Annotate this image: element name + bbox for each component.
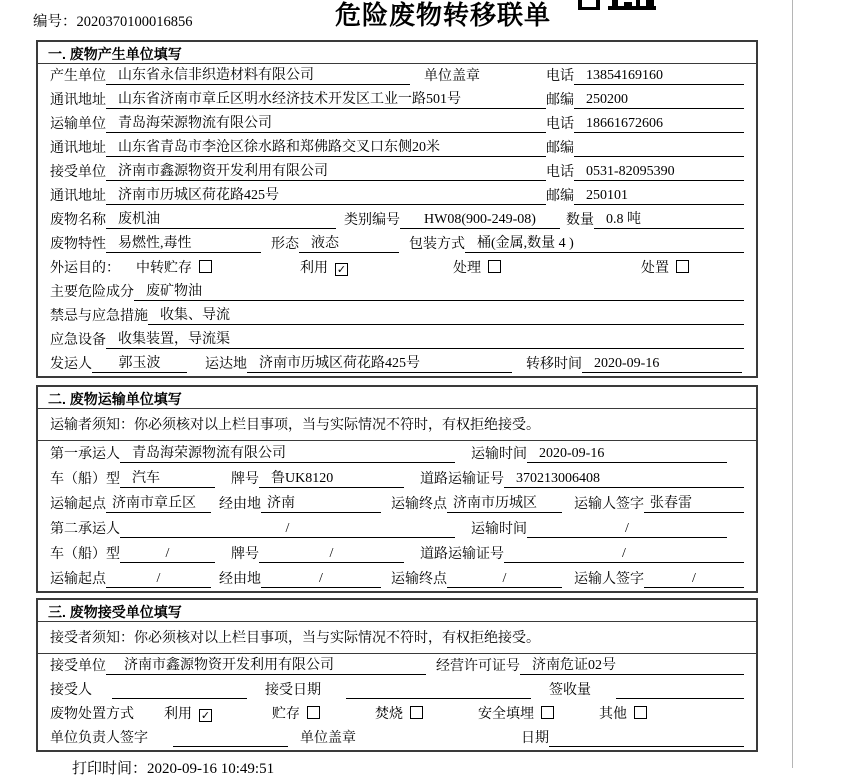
waste-name-label: 废物名称	[50, 213, 106, 228]
purpose-utilize-checkbox: ✓	[336, 263, 347, 276]
transporter-address-row	[38, 136, 756, 160]
waste-name-row	[38, 208, 756, 232]
accept-date-field	[346, 682, 531, 699]
destination-label: 运达地	[205, 357, 247, 372]
transporter-unit-field: 青岛海荣源物流有限公司	[106, 116, 546, 133]
route1-row	[38, 491, 756, 516]
waste-form-label: 形态	[271, 237, 299, 252]
disposal-option-landfill-label: 安全填埋	[478, 707, 534, 722]
transport-time1-label: 运输时间	[471, 447, 527, 462]
purpose-treat-checkbox	[488, 260, 501, 273]
manifest-form	[36, 40, 758, 778]
vehicle1-row	[38, 466, 756, 491]
vehicle-type1-field: 汽车	[120, 471, 215, 488]
purpose-option-treat	[453, 260, 501, 277]
waste-character-field: 易燃性,毒性	[106, 236, 261, 253]
carrier1-row	[38, 441, 756, 466]
section-producer	[36, 40, 758, 378]
transfer-time-field: 2020-09-16	[582, 356, 742, 373]
transporter-phone-field: 18661672606	[574, 116, 744, 133]
purpose-option-storage-label: 中转贮存	[136, 261, 192, 276]
purpose-option-utilize	[300, 261, 348, 277]
plate1-label: 牌号	[231, 472, 259, 487]
accept-unit-label: 接受单位	[50, 659, 106, 674]
disposal-landfill-checkbox	[541, 706, 554, 719]
unit-seal2-label: 单位盖章	[300, 731, 356, 746]
producer-address-field: 山东省济南市章丘区明水经济技术开发区工业一路501号	[106, 92, 546, 109]
transfer-time-label: 转移时间	[526, 357, 582, 372]
vehicle2-row	[38, 541, 756, 566]
emergency-equipment-label: 应急设备	[50, 333, 106, 348]
transporter-notice: 运输者须知：你必须核对以上栏目事项，当与实际情况不符时，有权拒绝接受。	[38, 409, 756, 441]
signed-amount-field	[616, 682, 744, 699]
carrier2-row	[38, 516, 756, 541]
permit-number-field: 济南危证02号	[520, 658, 744, 675]
section-transporter	[36, 385, 758, 593]
section-producer-header: 一. 废物产生单位填写	[38, 42, 756, 64]
receiver-zip-label: 邮编	[546, 189, 574, 204]
transport-time1-field: 2020-09-16	[527, 446, 727, 463]
transporter-address-field: 山东省青岛市李沧区徐水路和郑佛路交叉口东侧20米	[106, 140, 546, 157]
route2-row	[38, 566, 756, 591]
section-receiver	[36, 598, 758, 752]
disposal-method-label: 废物处置方式	[50, 707, 134, 722]
disposal-option-other	[599, 706, 647, 723]
purpose-option-storage	[136, 260, 212, 277]
disposal-option-storage	[272, 706, 320, 723]
producer-phone-label: 电话	[546, 69, 574, 84]
receiver-unit-label: 接受单位	[50, 165, 106, 180]
packing-label: 包装方式	[409, 237, 465, 252]
date-field	[549, 730, 744, 747]
purpose-option-dispose-label: 处置	[641, 261, 669, 276]
vehicle-type2-field: /	[120, 546, 215, 563]
via2-field: /	[261, 571, 381, 588]
qr-code-fragment	[578, 0, 656, 11]
producer-address-row	[38, 88, 756, 112]
sign1-label: 运输人签字	[574, 497, 644, 512]
disposal-option-utilize-label: 利用	[164, 707, 192, 722]
section-transporter-header: 二. 废物运输单位填写	[38, 387, 756, 409]
transporter-zip-label: 邮编	[546, 141, 574, 156]
purpose-option-treat-label: 处理	[453, 261, 481, 276]
origin1-label: 运输起点	[50, 497, 106, 512]
receiver-unit-row	[38, 160, 756, 184]
receiver-unit-field: 济南市鑫源物资开发利用有限公司	[106, 164, 546, 181]
producer-address-label: 通讯地址	[50, 93, 106, 108]
sign2-label: 运输人签字	[574, 572, 644, 587]
recipient-label: 接受人	[50, 683, 92, 698]
receiver-address-label: 通讯地址	[50, 189, 106, 204]
head-signature-row	[38, 726, 756, 750]
end1-label: 运输终点	[391, 497, 447, 512]
category-code-label: 类别编号	[344, 213, 400, 228]
recipient-row	[38, 678, 756, 702]
purpose-dispose-checkbox	[676, 260, 689, 273]
disposal-option-incinerate	[375, 706, 423, 723]
receiver-phone-label: 电话	[546, 165, 574, 180]
date-label: 日期	[521, 731, 549, 746]
carrier2-label: 第二承运人	[50, 522, 120, 537]
producer-zip-label: 邮编	[546, 93, 574, 108]
road-license1-field: 370213006408	[504, 471, 744, 488]
taboo-measures-label: 禁忌与应急措施	[50, 309, 148, 324]
receiver-phone-field: 0531-82095390	[574, 164, 744, 181]
vehicle-type1-label: 车（船）型	[50, 472, 120, 487]
permit-number-label: 经营许可证号	[436, 659, 520, 674]
emergency-equipment-row	[38, 328, 756, 352]
accept-unit-field: 济南市鑫源物资开发利用有限公司	[106, 658, 426, 675]
transporter-address-label: 通讯地址	[50, 141, 106, 156]
transporter-phone-label: 电话	[546, 117, 574, 132]
print-time	[72, 757, 758, 778]
purpose-storage-checkbox	[199, 260, 212, 273]
end2-label: 运输终点	[391, 572, 447, 587]
plate2-field: /	[259, 546, 404, 563]
hazard-component-field: 废矿物油	[134, 284, 744, 301]
waste-form-field: 液态	[299, 236, 399, 253]
producer-unit-row	[38, 64, 756, 88]
origin2-field: /	[106, 571, 211, 588]
via2-label: 经由地	[219, 572, 261, 587]
receiver-address-field: 济南市历城区荷花路425号	[106, 188, 546, 205]
via1-field: 济南	[261, 496, 381, 513]
road-license2-label: 道路运输证号	[420, 547, 504, 562]
taboo-measures-field: 收集、导流	[148, 308, 744, 325]
print-time-value: 2020-09-16 10:49:51	[147, 761, 275, 777]
disposal-incinerate-checkbox	[410, 706, 423, 719]
emergency-equipment-field: 收集装置，导流渠	[106, 332, 744, 349]
vehicle-type2-label: 车（船）型	[50, 547, 120, 562]
origin2-label: 运输起点	[50, 572, 106, 587]
disposal-other-checkbox	[634, 706, 647, 719]
page-title: 危险废物转移联单	[334, 0, 551, 30]
waste-name-field: 废机油	[106, 212, 336, 229]
hazard-component-row	[38, 280, 756, 304]
transport-time2-label: 运输时间	[471, 522, 527, 537]
producer-zip-field: 250200	[574, 92, 744, 109]
purpose-option-utilize-label: 利用	[300, 261, 328, 276]
section-receiver-header: 三. 废物接受单位填写	[38, 600, 756, 622]
end1-field: 济南市历城区	[447, 496, 562, 513]
receiver-address-row	[38, 184, 756, 208]
head-signature-label: 单位负责人签字	[50, 731, 148, 746]
disposal-storage-checkbox	[307, 706, 320, 719]
document-number-label: 编号：	[33, 14, 77, 30]
quantity-field: 0.8 吨	[594, 212, 744, 229]
disposal-method-row	[38, 702, 756, 726]
via1-label: 经由地	[219, 497, 261, 512]
head-signature-field	[173, 730, 288, 747]
transport-purpose-row	[38, 256, 756, 280]
end2-field: /	[447, 571, 562, 588]
receiver-notice: 接受者须知：你必须核对以上栏目事项，当与实际情况不符时，有权拒绝接受。	[38, 622, 756, 654]
quantity-label: 数量	[566, 213, 594, 228]
disposal-utilize-checkbox: ✓	[200, 709, 211, 722]
plate2-label: 牌号	[231, 547, 259, 562]
sign1-field: 张春雷	[644, 496, 744, 513]
consignor-field: 郭玉波	[92, 356, 187, 373]
disposal-option-utilize	[164, 707, 212, 723]
transport-time2-field: /	[527, 521, 727, 538]
producer-unit-label: 产生单位	[50, 69, 106, 84]
accept-date-label: 接受日期	[265, 683, 321, 698]
transporter-unit-label: 运输单位	[50, 117, 106, 132]
road-license2-field: /	[504, 546, 744, 563]
document-number-value: 2020370100016856	[76, 14, 193, 30]
carrier2-field: /	[120, 521, 455, 538]
hazard-component-label: 主要危险成分	[50, 285, 134, 300]
road-license1-label: 道路运输证号	[420, 472, 504, 487]
waste-character-label: 废物特性	[50, 237, 106, 252]
taboo-measures-row	[38, 304, 756, 328]
transporter-zip-field	[574, 140, 744, 157]
producer-phone-field: 13854169160	[574, 68, 744, 85]
consignor-row	[38, 352, 756, 376]
carrier1-field: 青岛海荣源物流有限公司	[120, 446, 455, 463]
destination-field: 济南市历城区荷花路425号	[247, 356, 512, 373]
recipient-field	[112, 682, 247, 699]
origin1-field: 济南市章丘区	[106, 496, 211, 513]
purpose-option-dispose	[641, 260, 689, 277]
producer-unit-field: 山东省永信非织造材料有限公司	[106, 68, 410, 85]
accept-unit-row	[38, 654, 756, 678]
disposal-option-incinerate-label: 焚烧	[375, 707, 403, 722]
consignor-label: 发运人	[50, 357, 92, 372]
page-edge-divider	[792, 0, 793, 768]
packing-field: 桶(金属,数量 4 )	[465, 236, 744, 253]
disposal-option-landfill	[478, 706, 554, 723]
category-code-field: HW08(900-249-08)	[400, 212, 560, 229]
waste-character-row	[38, 232, 756, 256]
transporter-unit-row	[38, 112, 756, 136]
unit-seal-label: 单位盖章	[424, 69, 480, 84]
disposal-option-other-label: 其他	[599, 707, 627, 722]
plate1-field: 鲁UK8120	[259, 471, 404, 488]
signed-amount-label: 签收量	[549, 683, 591, 698]
carrier1-label: 第一承运人	[50, 447, 120, 462]
sign2-field: /	[644, 571, 744, 588]
receiver-zip-field: 250101	[574, 188, 744, 205]
print-time-label: 打印时间：	[72, 761, 148, 777]
disposal-option-storage-label: 贮存	[272, 707, 300, 722]
transport-purpose-label: 外运目的：	[50, 261, 120, 276]
